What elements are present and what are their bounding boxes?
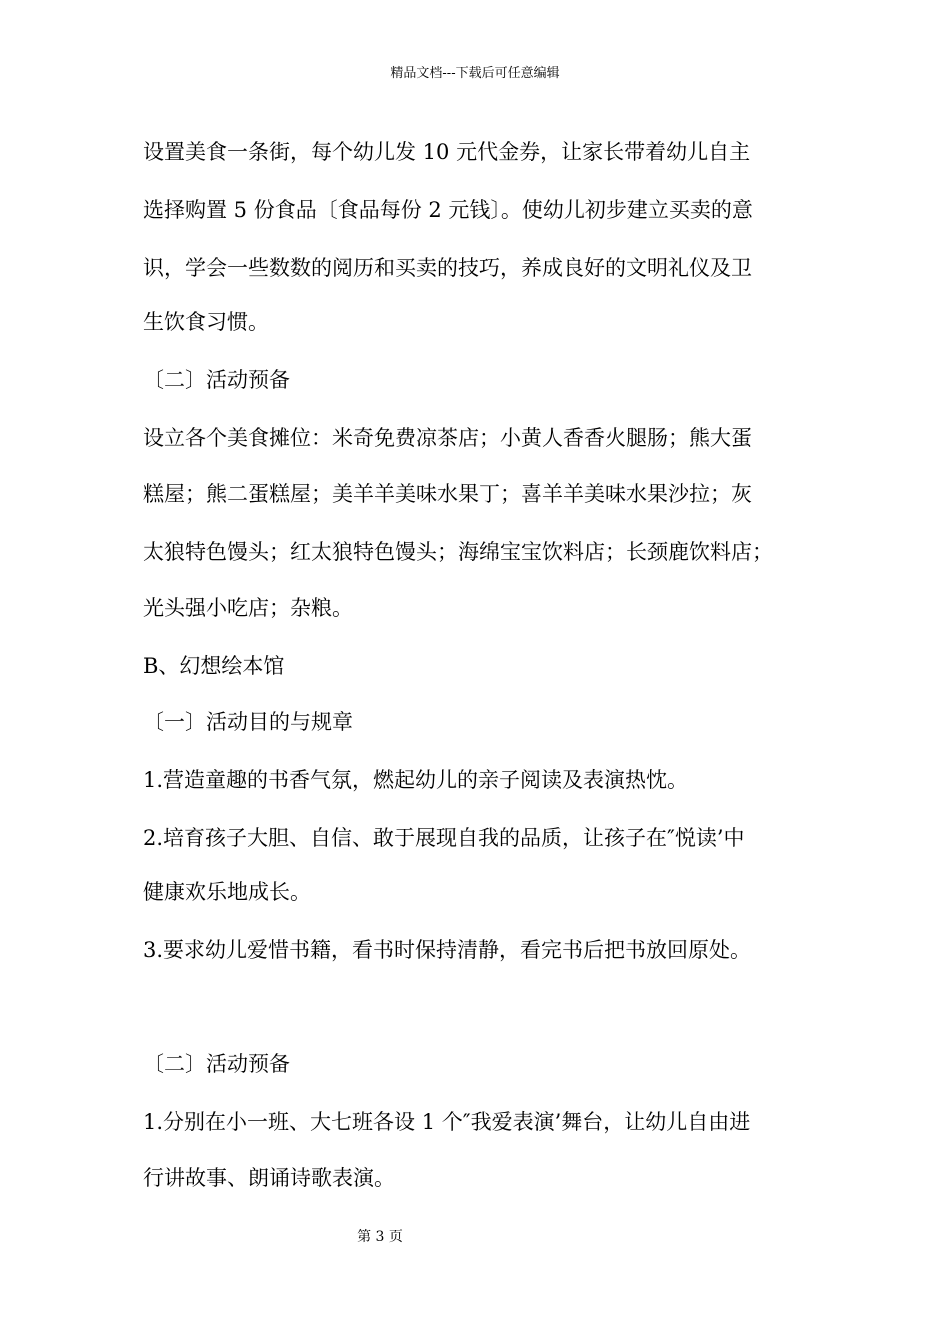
- body-line: 健康欢乐地成长。: [143, 880, 311, 904]
- list-item: 1.分别在小一班、大七班各设 1 个″我爱表演’舞台，让幼儿自由进: [143, 1110, 751, 1134]
- body-line: 设立各个美食摊位：米奇免费凉茶店；小黄人香香火腿肠；熊大蛋: [143, 426, 752, 450]
- section-heading: 〔二〕活动预备: [143, 368, 290, 392]
- body-line: 行讲故事、朗诵诗歌表演。: [143, 1166, 395, 1190]
- list-item: 3.要求幼儿爱惜书籍，看书时保持清静，看完书后把书放回原处。: [143, 938, 752, 962]
- section-heading: B、幻想绘本馆: [143, 654, 285, 678]
- body-line: 选择购置 5 份食品〔食品每份 2 元钱〕。使幼儿初步建立买卖的意: [143, 198, 753, 222]
- list-item: 2.培育孩子大胆、自信、敢于展现自我的品质，让孩子在″悦读’中: [143, 826, 745, 850]
- list-item: 1.营造童趣的书香气氛，燃起幼儿的亲子阅读及表演热忱。: [143, 768, 689, 792]
- page-header: 精品文档---下载后可任意编辑: [390, 66, 560, 81]
- body-line: 设置美食一条街，每个幼儿发 10 元代金券，让家长带着幼儿自主: [143, 140, 751, 164]
- section-heading: 〔二〕活动预备: [143, 1052, 290, 1076]
- body-line: 光头强小吃店；杂粮。: [143, 596, 353, 620]
- body-line: 识，学会一些数数的阅历和买卖的技巧，养成良好的文明礼仪及卫: [143, 256, 752, 280]
- body-line: 生饮食习惯。: [143, 310, 269, 334]
- page-number: 第 3 页: [357, 1229, 403, 1245]
- body-line: 糕屋；熊二蛋糕屋；美羊羊美味水果丁；喜羊羊美味水果沙拉；灰: [143, 482, 752, 506]
- body-line: 太狼特色馒头；红太狼特色馒头；海绵宝宝饮料店；长颈鹿饮料店；: [143, 540, 773, 564]
- section-heading: 〔一〕活动目的与规章: [143, 710, 353, 734]
